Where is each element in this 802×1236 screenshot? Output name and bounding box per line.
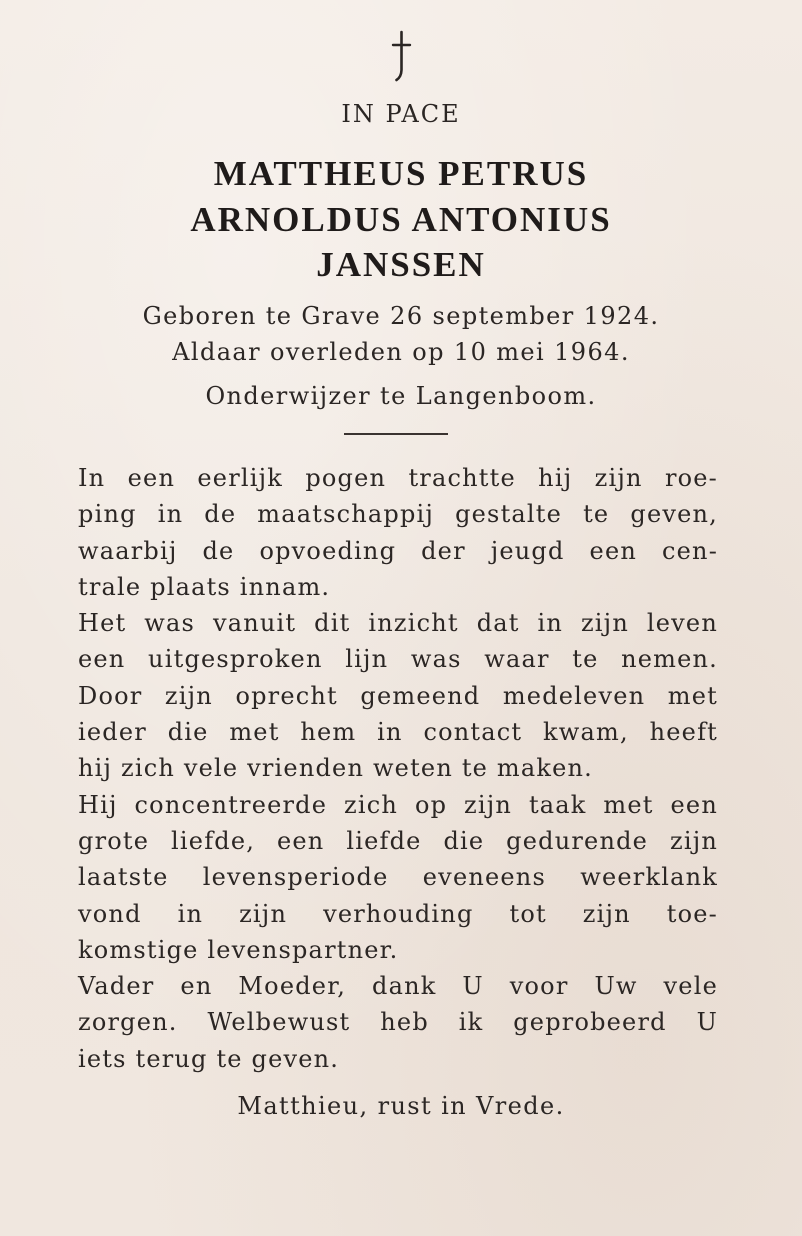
memorial-text-line: Het was vanuit dit inzicht dat in zijn leven bbox=[78, 609, 718, 638]
birth-line: Geboren te Grave 26 september 1924. bbox=[142, 302, 660, 330]
memorial-text-line: grote liefde, een liefde die gedurende zijn bbox=[78, 826, 718, 855]
memorial-text-line: waarbij de opvoeding der jeugd een cen- bbox=[78, 536, 718, 565]
memorial-text-line: iets terug te geven. bbox=[78, 1044, 340, 1073]
memorial-text-line: laatste levensperiode eveneens weerklank bbox=[78, 863, 718, 892]
memorial-text-line: Vader en Moeder, dank U voor Uw vele bbox=[78, 972, 718, 1001]
memorial-text-line: ieder die met hem in contact kwam, heeft bbox=[78, 718, 718, 747]
memorial-text bbox=[78, 460, 718, 1077]
memorial-text-line: vond in zijn verhouding tot zijn toe- bbox=[78, 899, 718, 928]
memorial-text-line: Door zijn oprecht gemeend medeleven met bbox=[78, 681, 718, 710]
memorial-text-line: In een eerlijk pogen trachtte hij zijn roe- bbox=[78, 464, 718, 492]
cross-icon bbox=[0, 30, 802, 82]
memorial-text-line: trale plaats innam. bbox=[78, 572, 331, 601]
divider bbox=[344, 433, 448, 435]
memorial-text-line: zorgen. Welbewust heb ik geprobeerd U bbox=[78, 1008, 718, 1037]
deceased-name-line-1: MATTHEUS PETRUS bbox=[213, 154, 589, 193]
deceased-name-line-3: JANSSEN bbox=[316, 245, 486, 284]
closing-line: Matthieu, rust in Vrede. bbox=[237, 1092, 565, 1120]
memorial-text-line: komstige levenspartner. bbox=[78, 935, 399, 964]
memorial-text-line: ping in de maatschappij gestalte te geven, bbox=[78, 500, 718, 529]
death-line: Aldaar overleden op 10 mei 1964. bbox=[172, 338, 630, 366]
memorial-text-line: een uitgesproken lijn was waar te nemen. bbox=[78, 645, 718, 674]
memorial-text-line: hij zich vele vrienden weten te maken. bbox=[78, 754, 593, 783]
heading-in-pace: IN PACE bbox=[341, 100, 461, 128]
occupation-line: Onderwijzer te Langenboom. bbox=[205, 382, 597, 410]
deceased-name-line-2: ARNOLDUS ANTONIUS bbox=[190, 200, 612, 239]
memorial-text-line: Hij concentreerde zich op zijn taak met een bbox=[78, 790, 718, 819]
